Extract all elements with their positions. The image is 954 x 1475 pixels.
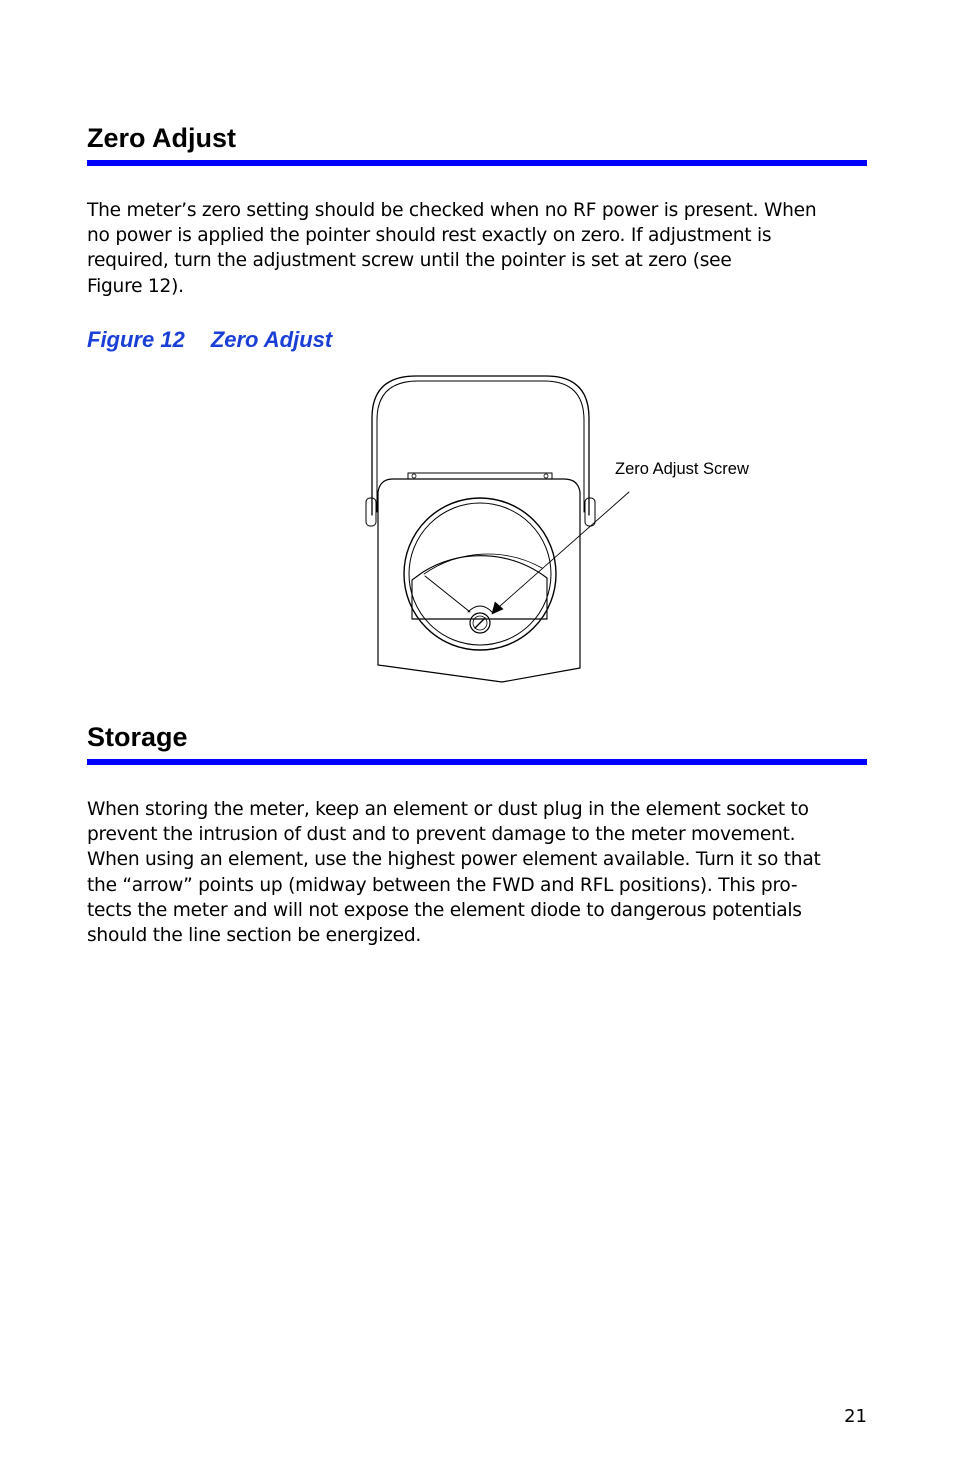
paragraph-line: no power is applied the pointer should rest exactly on zero. If adjustment is [87,225,772,247]
paragraph-line: Figure 12). [87,275,184,297]
zero-adjust-heading-rule [87,160,867,166]
figure-title: Zero Adjust [210,327,333,352]
zero-adjust-heading: Zero Adjust [87,123,237,153]
paragraph-line: tects the meter and will not expose the element diode to dangerous potentials [87,899,802,921]
zero-adjust-paragraph [87,198,872,299]
meter-dial [404,498,556,650]
figure-number: Figure 12 [87,327,185,352]
zero-adjust-figure [355,368,785,690]
storage-heading-rule [87,759,867,765]
figure-caption [87,326,332,354]
paragraph-line: required, turn the adjustment screw until the pointer is set at zero (see [87,250,732,272]
meter-case [378,479,580,682]
paragraph-line: prevent the intrusion of dust and to prevent damage to the meter movement. [87,824,796,846]
page-number: 21 [844,1406,867,1427]
callout-arrowhead [492,602,503,614]
paragraph-line: the “arrow” points up (midway between the FWD and RFL positions). This pro- [87,874,798,896]
zero-adjust-screw [470,613,490,633]
paragraph-line: should the line section be energized. [87,925,422,947]
storage-paragraph [87,797,872,948]
paragraph-line: The meter’s zero setting should be checked when no RF power is present. When [87,200,817,221]
storage-heading: Storage [87,722,188,752]
callout-label: Zero Adjust Screw [615,460,749,478]
paragraph-line: When using an element, use the highest power element available. Turn it so that [87,849,821,871]
paragraph-line: When storing the meter, keep an element or dust plug in the element socket to [87,799,809,820]
